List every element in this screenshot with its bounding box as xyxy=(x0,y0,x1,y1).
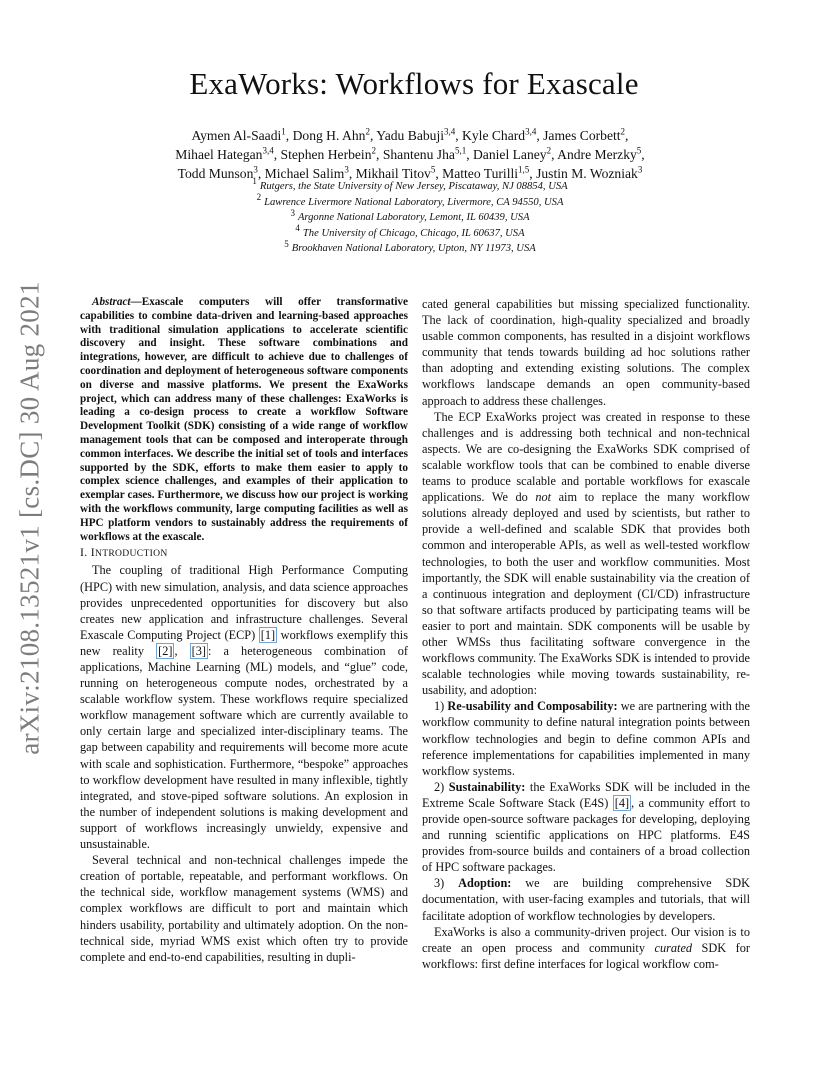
paragraph-text: aim to replace the many workflow solutions already deployed and used by scientists, but rather to provide a well-defined and scalable SDK that provides both common and interoperable APIs, as well as well-tested workflow technologies, to both the user and workflow communities. Most importantly, the SDK will enable sustainability via the creation of a continuous integration and deployment (CI/CD) infrastructure so that software artifacts produced by participating teams will be easier to port and maintain. SDK components will be usable by other WMSs thus facilitating software convergence in the workflows community. The ExaWorks SDK is intended to provide scalable technologies while moving towards sustainability, re-usability, and adoption: xyxy=(422,490,750,698)
arxiv-side-identifier xyxy=(6,283,54,753)
affiliation-line xyxy=(110,223,710,242)
author-separator: , xyxy=(625,128,629,143)
author-affiliation-mark: 3 xyxy=(637,164,643,175)
section-number: I. I xyxy=(80,545,95,560)
author-name: Daniel Laney xyxy=(472,147,547,162)
paragraph-text: we are building comprehensive SDK documentation, with user-facing examples and tutorials, that will facilitate adoption of workflow technologies by developers. xyxy=(422,876,750,923)
author-name: Kyle Chard xyxy=(462,128,526,143)
author-name: Mikhail Titov xyxy=(355,166,431,181)
affiliation-text: Brookhaven National Laboratory, Upton, NY 11973, USA xyxy=(291,243,536,255)
paragraph-text: SDK for workflows: first define interfaces for logical workflow com- xyxy=(422,940,750,971)
author-name: Stephen Herbein xyxy=(280,147,372,162)
affiliation-line xyxy=(110,192,710,211)
author-affiliation-mark: 2 xyxy=(371,145,377,156)
paragraph-text: : a heterogeneous combination of applications, Machine Learning (ML) models, and “glue” code, running on heterogeneous compute nodes, orchestrated by a scalable workflow system. These workflows require specialized workflow management software which are currently available to only certain large and specialized inter-disciplinary teams. The gap between capability and requirements will become more acute with scale and sophistication. Furthermore, “bespoke” approaches to workflow development have resulted in many inflexible, tightly integrated, and stove-piped software solutions. An explosion in the number of independent solutions is making development and support of workflows increasingly unwieldy, expensive and unsustainable. xyxy=(80,643,408,852)
emphasis-text: not xyxy=(535,490,552,505)
affiliation-number: 3 xyxy=(290,207,295,218)
citation-link[interactable]: [1] xyxy=(260,627,276,642)
affiliation-line xyxy=(110,207,710,226)
author-separator: , xyxy=(285,128,293,143)
paragraph-text: we are partnering with the workflow community to define natural integration points between workflow technologies and begin to define common APIs and reference implementations for capabilities implemented in many workflow systems. xyxy=(422,699,750,778)
abstract-text: —Exascale computers will offer transformative capabilities to combine data-driven and learning-based approaches with traditional simulation applications to accelerate scientific discovery and insight. These software combinations and integrations, however, are difficult to achieve due to challenges of coordination and deployment of heterogeneous software components on diverse and massive platforms. We present the ExaWorks project, which can address many of these challenges: ExaWorks is leading a co-design process to create a workflow Software Development Toolkit (SDK) consisting of a wide range of workflow management tools that can be composed and interoperate through common interfaces. We describe the initial set of tools and interfaces supported by the SDK, efforts to make them easier to apply to complex science challenges, and examples of their application to exemplar cases. Furthermore, we discuss how our project is working with the workflows community, large computing facilities as well as HPC platform vendors to sustainably address the requirements of workflows at the exascale. xyxy=(80,296,408,543)
emphasis-text: curated xyxy=(654,940,693,955)
author-affiliation-mark: 2 xyxy=(365,126,370,137)
author-separator: , xyxy=(536,128,544,143)
citation-link[interactable]: [4] xyxy=(614,795,630,810)
author-affiliation-mark: 3,4 xyxy=(262,145,274,156)
author-name: Matteo Turilli xyxy=(442,166,519,181)
author-separator: , xyxy=(369,128,377,143)
affiliation-number: 4 xyxy=(295,223,300,234)
paragraph-text: the ExaWorks SDK will be included in the Extreme Scale Software Stack (E4S) xyxy=(422,779,750,810)
author-separator: , xyxy=(455,128,463,143)
author-separator: , xyxy=(641,147,645,162)
author-affiliation-mark: 2 xyxy=(546,145,552,156)
author-name: Justin M. Wozniak xyxy=(536,166,638,181)
author-affiliation-mark: 3 xyxy=(344,164,349,175)
list-item-adoption xyxy=(422,875,750,923)
author-separator: , xyxy=(466,147,473,162)
author-separator: , xyxy=(529,166,537,181)
list-item-sustainability xyxy=(422,779,750,876)
affiliation-list xyxy=(110,176,710,257)
author-affiliation-mark: 3,4 xyxy=(525,126,537,137)
list-item-heading: Adoption: xyxy=(458,876,512,891)
abstract-label: Abstract xyxy=(92,296,131,308)
list-item-reusability xyxy=(422,698,750,778)
affiliation-number: 2 xyxy=(256,192,262,203)
author-name: James Corbett xyxy=(543,128,621,143)
paragraph-text: ExaWorks is also a community-driven project. Our vision is to create an open process and community xyxy=(422,924,750,955)
paragraph-text: , a community effort to provide open-source software packages for developing, deploying and running scientific applications on HPC platforms. E4S provides from-source builds and containers of a broad collection of HPC software packages. xyxy=(422,795,750,875)
author-list xyxy=(110,126,710,183)
author-affiliation-mark: 5,1 xyxy=(454,145,467,156)
right-column xyxy=(422,296,750,972)
author-separator: , xyxy=(435,166,443,181)
paragraph-text: , xyxy=(174,643,190,658)
list-number: 3) xyxy=(434,876,459,891)
author-separator: , xyxy=(273,147,281,162)
intro-paragraph-3 xyxy=(422,409,750,699)
author-name: Mihael Hategan xyxy=(175,147,263,162)
citation-link[interactable]: [2] xyxy=(158,643,173,658)
paper-title: ExaWorks: Workflows for Exascale xyxy=(189,66,639,101)
abstract xyxy=(80,296,408,544)
affiliation-line xyxy=(110,176,710,195)
author-affiliation-mark: 3 xyxy=(253,164,258,175)
author-separator: , xyxy=(257,166,265,181)
left-column xyxy=(80,296,408,965)
affiliation-text: Argonne National Laboratory, Lemont, IL 60439, USA xyxy=(297,212,530,224)
affiliation-text: The University of Chicago, Chicago, IL 60637, USA xyxy=(302,227,525,239)
affiliation-line xyxy=(110,238,710,257)
intro-paragraph-4 xyxy=(422,924,750,972)
intro-paragraph-1 xyxy=(80,562,408,852)
intro-paragraph-2: Several technical and non-technical challenges impede the creation of portable, repeatable, and performant workflows. On the technical side, workflow management systems (WMS) and complex workflows are difficult to port and maintain which hinders usability, portability and ultimately adoption. On the non-technical side, myriad WMS exist which often try to provide complete and end-to-end capabilities, resulting in dupli- xyxy=(80,853,408,964)
author-separator: , xyxy=(376,147,383,162)
author-affiliation-mark: 5 xyxy=(636,145,642,156)
author-name: Michael Salim xyxy=(264,166,345,181)
author-separator: , xyxy=(551,147,558,162)
intro-paragraph-continued: cated general capabilities but missing specialized functionality. The lack of coordination, high-quality specialized and broadly usable common components, has resulted in a disjoint workflows community that tends towards building ad hoc solutions rather than adopting and extending existing solutions. The complex workflows landscape demands an open community-based approach to address these challenges. xyxy=(422,297,750,408)
paragraph-text: The coupling of traditional High Performance Computing (HPC) with new simulation, analysis, and data science approaches provides unprecedented opportunities for discovery but also creates new application and infrastructure challenges. Several Exascale Computing Project (ECP) xyxy=(80,563,408,642)
list-item-heading: Re-usability and Composability: xyxy=(447,699,618,714)
list-number: 1) xyxy=(434,699,448,714)
author-affiliation-mark: 5 xyxy=(430,164,436,175)
affiliation-text: Lawrence Livermore National Laboratory, Livermore, CA 94550, USA xyxy=(264,196,564,208)
author-name: Todd Munson xyxy=(177,166,254,181)
author-name: Shantenu Jha xyxy=(382,147,455,162)
author-affiliation-mark: 1 xyxy=(281,126,286,137)
affiliation-number: 5 xyxy=(284,238,289,249)
author-name: Dong H. Ahn xyxy=(292,128,366,143)
author-affiliation-mark: 1,5 xyxy=(518,164,530,175)
paragraph-text: The ECP ExaWorks project was created in response to these challenges and is addressing both technical and non-technical aspects. We are co-designing the ExaWorks SDK comprised of scalable workflow tools that can be combined to enable diverse teams to produce scalable and portable workflows for exascale applications. We do xyxy=(422,409,750,505)
list-number: 2) xyxy=(434,779,449,794)
author-name: Yadu Babuji xyxy=(376,128,444,143)
arxiv-identifier-text: arXiv:2108.13521v1 [cs.DC] 30 Aug 2021 xyxy=(14,281,45,755)
affiliation-text: Rutgers, the State University of New Jersey, Piscataway, NJ 08854, USA xyxy=(259,181,568,192)
section-title: NTRODUCTION xyxy=(94,548,168,560)
author-name: Aymen Al-Saadi xyxy=(191,128,282,143)
author-affiliation-mark: 2 xyxy=(620,126,626,137)
list-item-heading: Sustainability: xyxy=(448,779,526,794)
section-heading-introduction xyxy=(80,544,408,562)
paragraph-text: workflows exemplify this new reality xyxy=(80,627,408,658)
author-separator: , xyxy=(348,166,356,181)
affiliation-number: 1 xyxy=(252,176,257,187)
citation-link[interactable]: [3] xyxy=(191,643,206,658)
author-affiliation-mark: 3,4 xyxy=(444,126,456,137)
author-name: Andre Merzky xyxy=(557,147,637,162)
